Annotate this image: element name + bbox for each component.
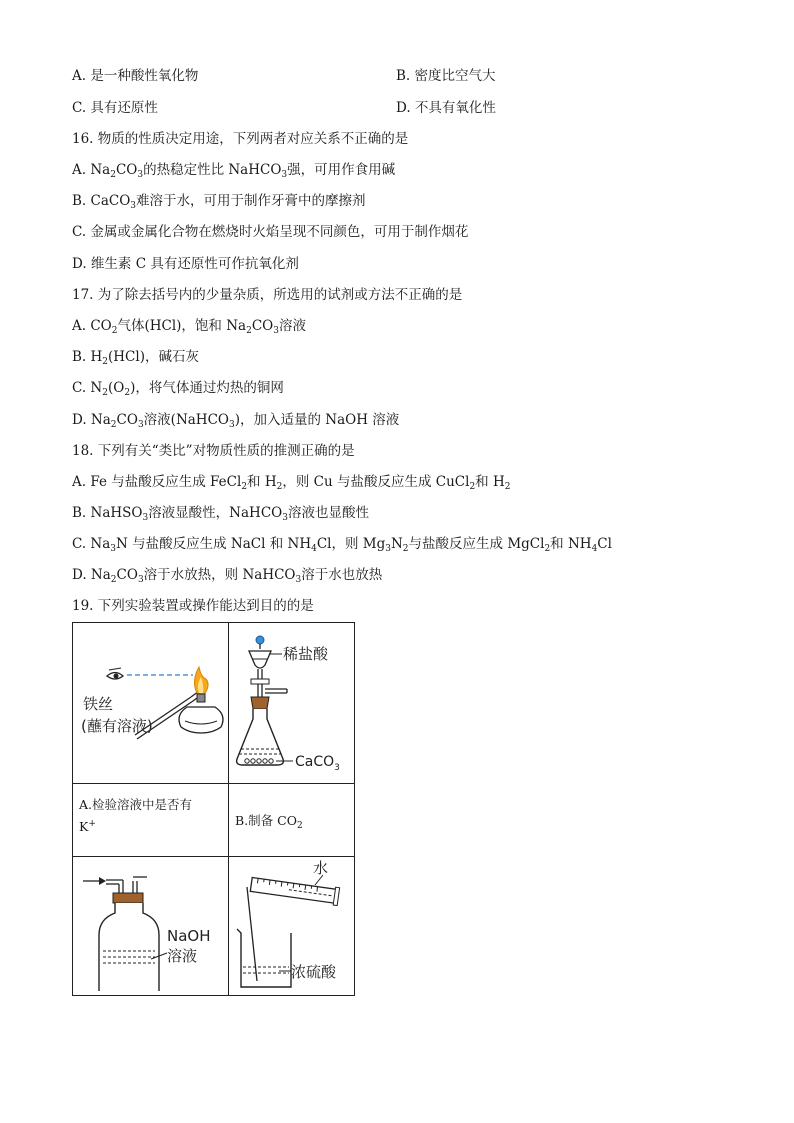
figure-a-cell	[73, 623, 229, 784]
q17-stem: 17. 为了除去括号内的少量杂质，所选用的试剂或方法不正确的是	[72, 287, 463, 303]
q16-option-c: C. 金属或金属化合物在燃烧时火焰呈现不同颜色，可用于制作烟花	[72, 224, 469, 240]
q18-option-a: A. Fe 与盐酸反应生成 FeCl$_2$和 $H_2$，则 Cu 与盐酸反应生成 CuCl$_2$和 $H_2$	[72, 474, 511, 492]
q15-option-c: C. 具有还原性	[72, 100, 158, 116]
fig-b-label-acid: 稀盐酸	[283, 645, 329, 663]
fig-a-label-solution: (蘸有溶液)	[81, 717, 153, 735]
q19-stem: 19. 下列实验装置或操作能达到目的的是	[72, 598, 314, 614]
fig-c-label-naoh: NaOH	[167, 927, 211, 945]
flame-test-figure	[73, 623, 228, 779]
figure-c-cell	[73, 857, 229, 996]
caption-a: A.检验溶液中是否有 K+	[79, 797, 193, 834]
gas-wash-bottle-figure	[73, 857, 228, 991]
acid-dilution-figure	[229, 857, 354, 991]
q17-option-b: B. $H_2(HCl)$，碱石灰	[72, 349, 199, 367]
q15-option-b: B. 密度比空气大	[396, 68, 496, 84]
caption-b: B.制备 $CO_2$	[235, 813, 303, 831]
q18-stem: 18. 下列有关“类比”对物质性质的推测正确的是	[72, 443, 355, 459]
figure-b-cell	[229, 623, 355, 784]
q16-option-d: D. 维生素 C 具有还原性可作抗氧化剂	[72, 256, 299, 272]
q15-option-a: A. 是一种酸性氧化物	[72, 68, 199, 84]
q17-option-c: C. $N_2(O_2)$，将气体通过灼热的铜网	[72, 380, 284, 398]
fig-d-label-water: 水	[313, 859, 329, 877]
q18-option-d: D. $Na_2CO_3$溶于水放热，则 NaHCO$_3$溶于水也放热	[72, 567, 383, 585]
q18-option-b: B. NaHSO$_3$溶液显酸性，NaHCO$_3$溶液也显酸性	[72, 505, 369, 523]
q16-stem: 16. 物质的性质决定用途，下列两者对应关系不正确的是	[72, 131, 409, 147]
caption-a-cell	[73, 784, 229, 857]
fig-d-label-acid: 浓硫酸	[291, 963, 337, 981]
q17-option-d: D. $Na_2CO_3$溶液(NaHCO$_3$)，加入适量的 NaOH 溶液	[72, 412, 400, 430]
q17-option-a: A. $CO_2$气体(HCl)，饱和 $Na_2CO_3$溶液	[72, 318, 306, 336]
co2-generator-figure	[229, 623, 354, 779]
q16-option-b: B. CaCO$_3$难溶于水，可用于制作牙膏中的摩擦剂	[72, 193, 366, 211]
caption-b-cell	[229, 784, 355, 857]
q16-option-a: A. $Na_2CO_3$的热稳定性比 NaHCO$_3$强，可用作食用碱	[72, 162, 396, 180]
fig-b-label-solid: CaCO$_3$	[295, 754, 340, 773]
q18-option-c: C. $Na_3N$ 与盐酸反应生成 NaCl 和 $NH_4Cl$，则 $Mg_3N_2$与盐酸反应生成 MgCl$_2$和 $NH_4Cl$	[72, 536, 612, 554]
q15-option-d: D. 不具有氧化性	[396, 100, 496, 116]
q19-figure-table	[72, 622, 355, 996]
fig-a-label-wire: 铁丝	[83, 695, 114, 713]
fig-c-label-solution: 溶液	[167, 947, 198, 965]
figure-d-cell	[229, 857, 355, 996]
